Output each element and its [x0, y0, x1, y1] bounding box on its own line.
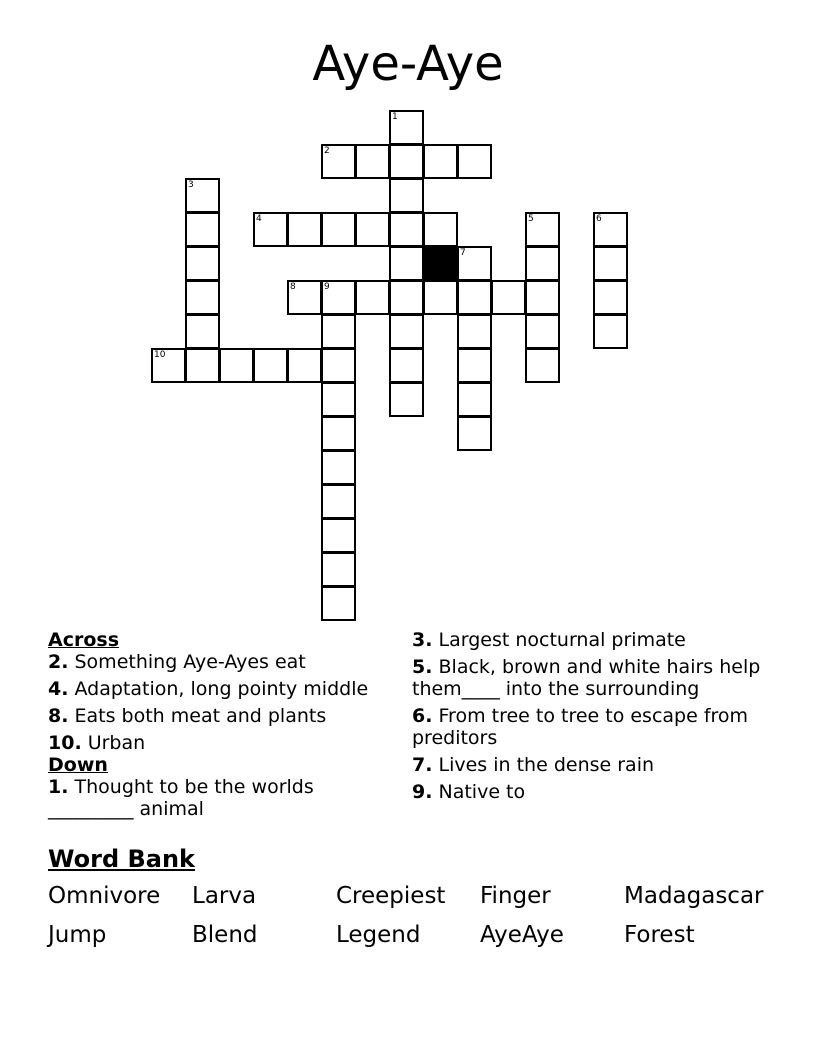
word-bank-item: Jump [48, 922, 107, 948]
word-bank-item: Blend [192, 922, 258, 948]
crossword-cell[interactable] [593, 314, 628, 349]
crossword-cell[interactable] [151, 348, 186, 383]
clue-down-6: 6. From tree to tree to escape from preditors [412, 705, 749, 749]
crossword-cell[interactable] [321, 144, 356, 179]
crossword-cell[interactable] [491, 280, 526, 315]
crossword-cell[interactable] [321, 348, 356, 383]
clue-number: 3 [188, 180, 194, 190]
down-heading: Down [48, 754, 108, 776]
crossword-cell[interactable] [593, 212, 628, 247]
crossword-cell[interactable] [525, 246, 560, 281]
clue-down-3: 3. Largest nocturnal primate [412, 629, 686, 651]
crossword-cell[interactable] [389, 348, 424, 383]
word-bank-item: Finger [480, 883, 551, 909]
clue-across-2: 2. Something Aye-Ayes eat [48, 651, 306, 673]
crossword-cell[interactable] [525, 212, 560, 247]
crossword-cell[interactable] [423, 280, 458, 315]
crossword-cell[interactable] [321, 518, 356, 553]
clue-down-9: 9. Native to [412, 781, 526, 803]
crossword-cell[interactable] [253, 348, 288, 383]
crossword-cell[interactable] [321, 382, 356, 417]
word-bank-item: Legend [336, 922, 421, 948]
puzzle-title: Aye-Aye [312, 36, 504, 92]
clue-number: 7 [460, 248, 466, 258]
crossword-cell[interactable] [321, 484, 356, 519]
crossword-cell[interactable] [423, 212, 458, 247]
crossword-cell[interactable] [321, 280, 356, 315]
crossword-cell[interactable] [389, 178, 424, 213]
clue-number: 9 [324, 282, 330, 292]
crossword-cell[interactable] [321, 450, 356, 485]
clue-number: 1 [392, 112, 398, 122]
crossword-cell[interactable] [457, 280, 492, 315]
crossword-cell[interactable] [355, 144, 390, 179]
crossword-cell[interactable] [389, 280, 424, 315]
clue-across-10: 10. Urban [48, 732, 146, 754]
crossword-cell[interactable] [185, 178, 220, 213]
clue-down-1: 1. Thought to be the worlds _________ animal [48, 776, 314, 820]
across-heading: Across [48, 629, 120, 651]
word-bank-item: Creepiest [336, 883, 446, 909]
crossword-cell[interactable] [593, 246, 628, 281]
crossword-cell[interactable] [185, 348, 220, 383]
clue-across-8: 8. Eats both meat and plants [48, 705, 327, 727]
word-bank [48, 881, 788, 950]
crossword-cell[interactable] [355, 280, 390, 315]
crossword-cell[interactable] [457, 144, 492, 179]
crossword-cell[interactable] [457, 382, 492, 417]
crossword-cell[interactable] [287, 280, 322, 315]
crossword-cell[interactable] [457, 246, 492, 281]
crossword-cell[interactable] [185, 246, 220, 281]
clues-right-column [412, 629, 782, 808]
crossword-cell[interactable] [389, 144, 424, 179]
crossword-cell[interactable] [389, 110, 424, 145]
crossword-cell[interactable] [525, 280, 560, 315]
clue-number: 5 [528, 214, 534, 224]
clue-down-5: 5. Black, brown and white hairs help them____ into the surrounding [412, 656, 761, 700]
crossword-cell[interactable] [457, 314, 492, 349]
clue-number: 4 [256, 214, 262, 224]
crossword-cell[interactable] [457, 348, 492, 383]
crossword-cell[interactable] [423, 144, 458, 179]
word-bank-item: Omnivore [48, 883, 161, 909]
crossword-cell[interactable] [525, 314, 560, 349]
crossword-cell[interactable] [321, 314, 356, 349]
crossword-cell[interactable] [593, 280, 628, 315]
clue-number: 8 [290, 282, 296, 292]
crossword-cell[interactable] [389, 212, 424, 247]
crossword-cell[interactable] [321, 212, 356, 247]
crossword-cell[interactable] [321, 552, 356, 587]
crossword-cell[interactable] [219, 348, 254, 383]
word-bank-item: AyeAye [480, 922, 564, 948]
crossword-cell[interactable] [389, 314, 424, 349]
clue-number: 2 [324, 146, 330, 156]
crossword-cell[interactable] [321, 586, 356, 621]
word-bank-item: Forest [624, 922, 695, 948]
crossword-cell[interactable] [253, 212, 288, 247]
black-square [423, 246, 458, 281]
crossword-cell[interactable] [287, 212, 322, 247]
word-bank-item: Larva [192, 883, 257, 909]
crossword-cell[interactable] [457, 416, 492, 451]
crossword-cell[interactable] [355, 212, 390, 247]
clue-down-7: 7. Lives in the dense rain [412, 754, 655, 776]
word-bank-item: Madagascar [624, 883, 764, 909]
word-bank-title: Word Bank [48, 845, 196, 873]
clue-number: 10 [154, 350, 166, 360]
crossword-cell[interactable] [389, 382, 424, 417]
crossword-cell[interactable] [389, 246, 424, 281]
clues-left-column [48, 629, 398, 825]
crossword-cell[interactable] [185, 314, 220, 349]
crossword-cell[interactable] [185, 212, 220, 247]
crossword-cell[interactable] [287, 348, 322, 383]
clue-number: 6 [596, 214, 602, 224]
clue-across-4: 4. Adaptation, long pointy middle [48, 678, 369, 700]
crossword-cell[interactable] [321, 416, 356, 451]
crossword-cell[interactable] [185, 280, 220, 315]
crossword-cell[interactable] [525, 348, 560, 383]
